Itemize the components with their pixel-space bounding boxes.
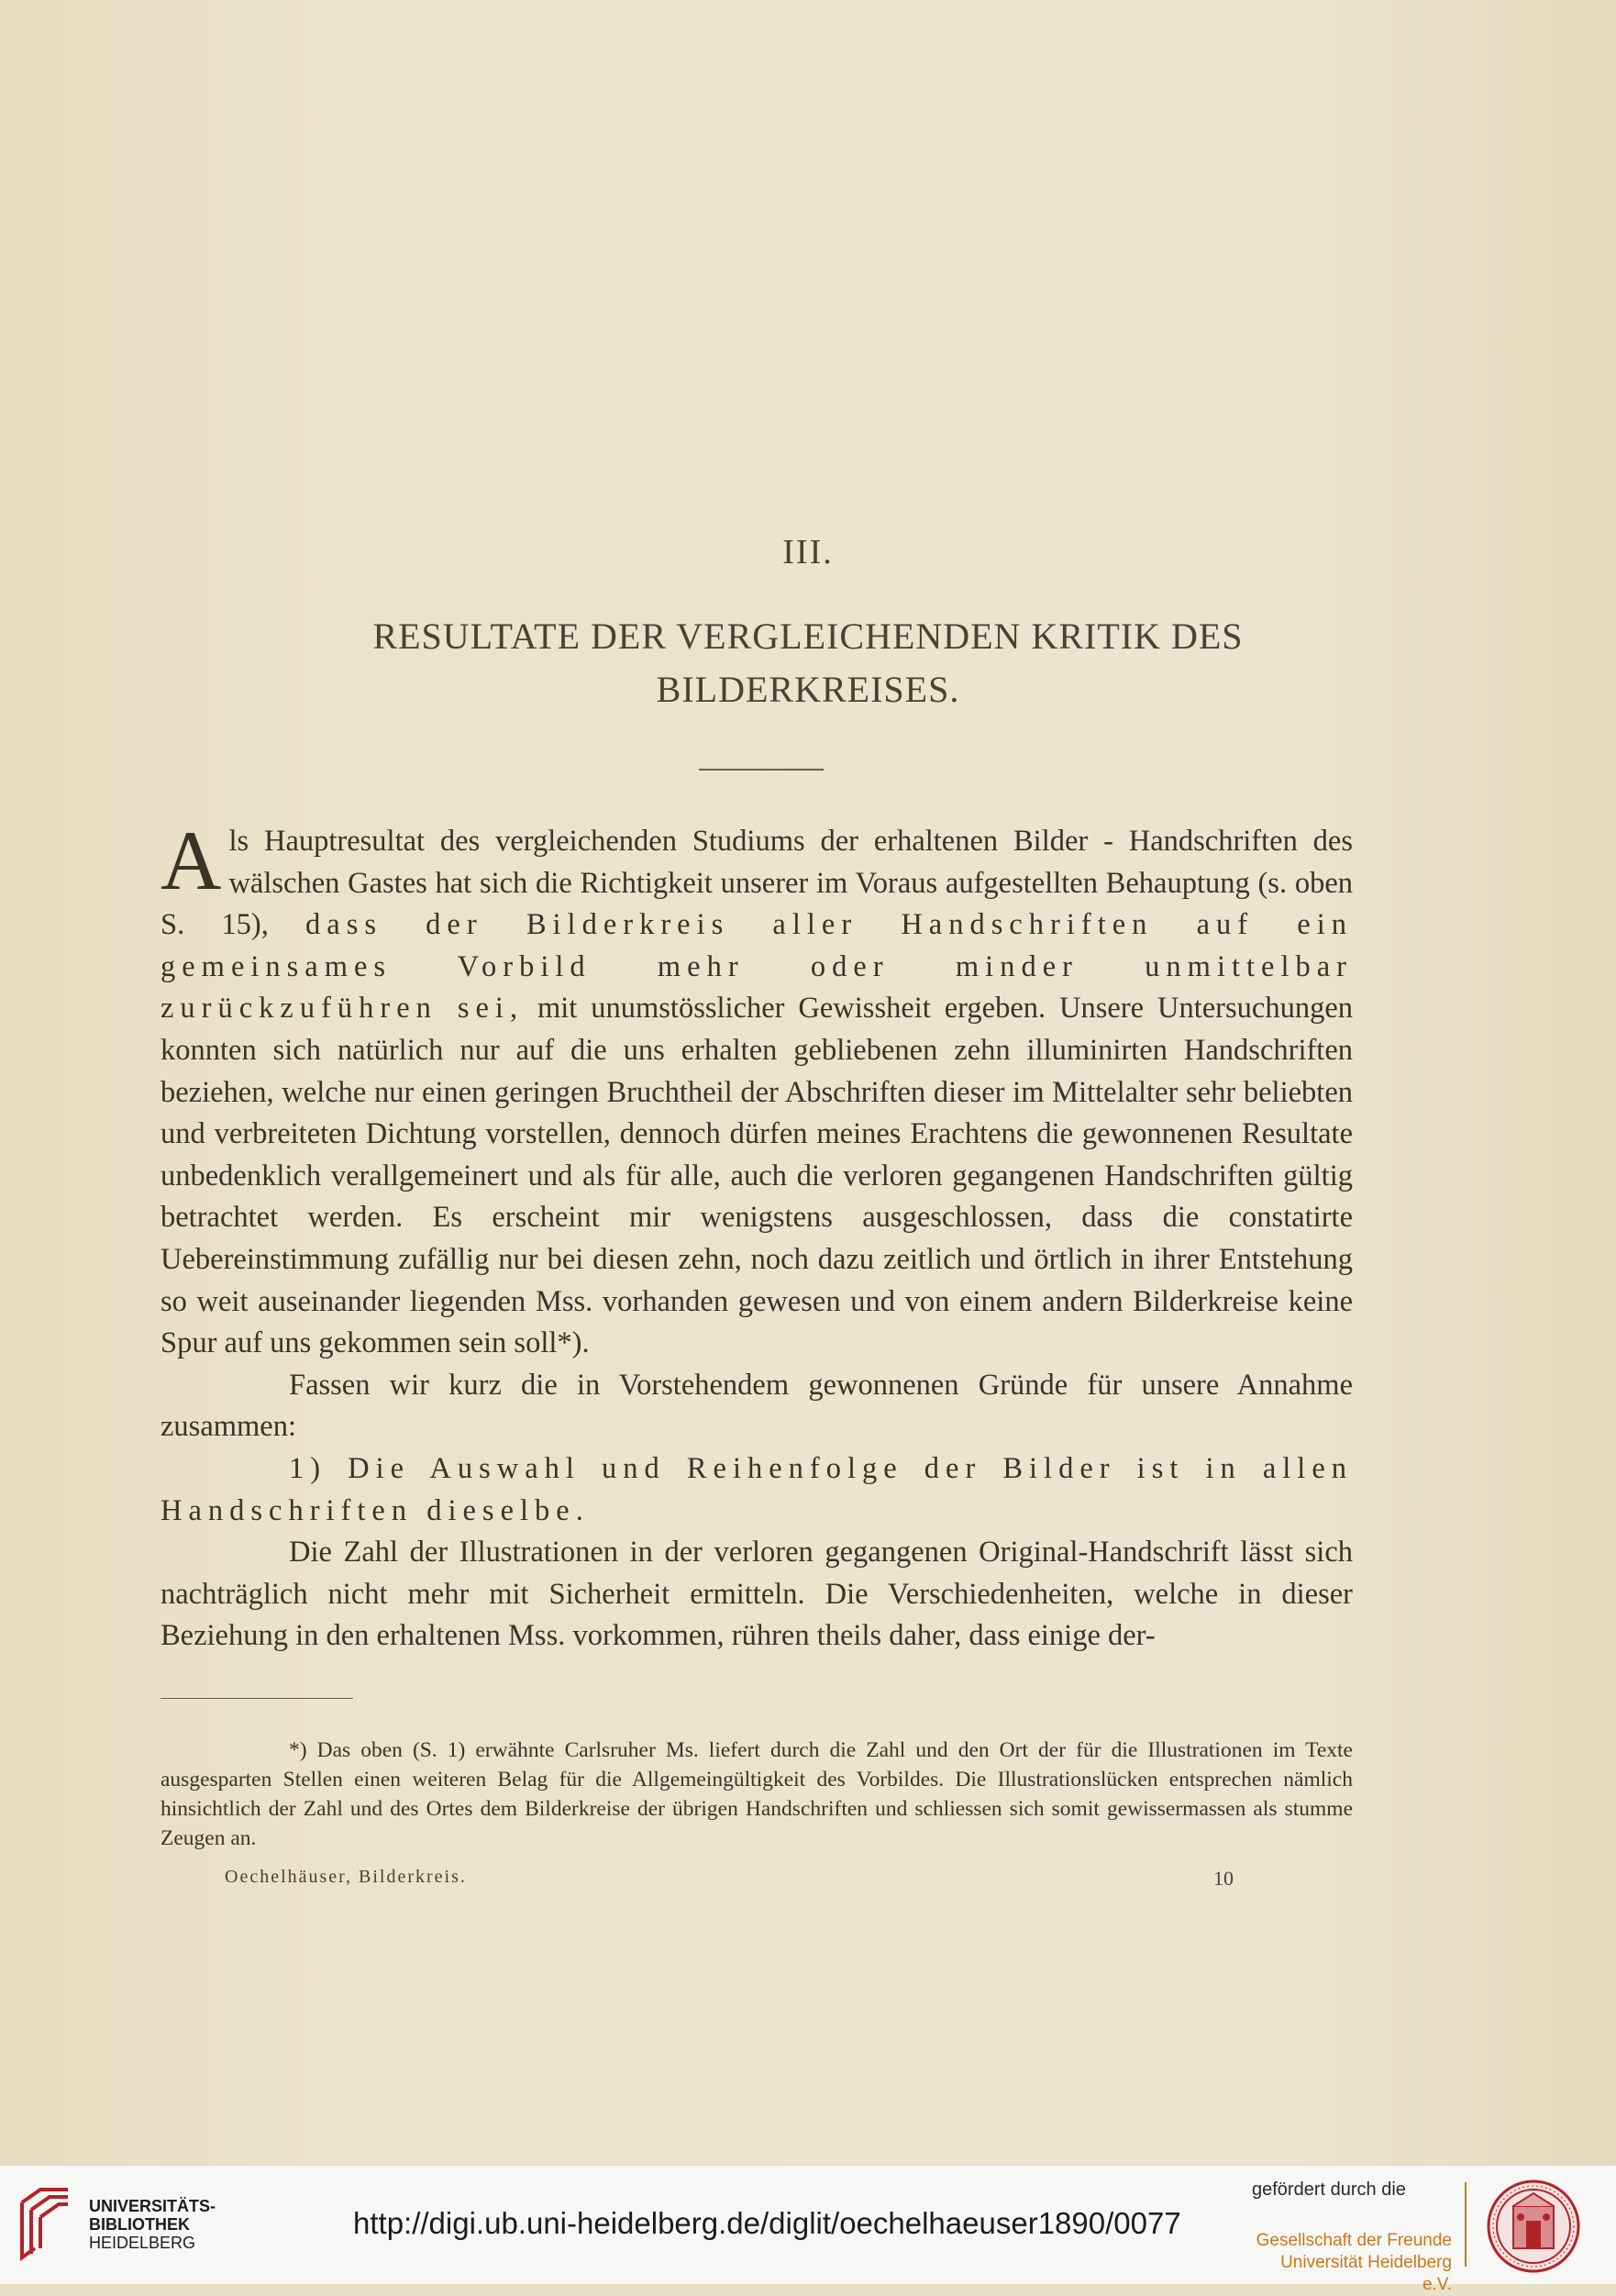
paragraph-1-start: ls Hauptresultat des vergleichenden Studiums der erhaltenen Bilder - Handschriften des wälschen Gastes hat sich die Richtigkeit unserer im Voraus aufgestellten Behauptung (s. oben S. 15), [160, 825, 1353, 942]
university-library-logo-icon [17, 2184, 73, 2261]
paragraph-1-emphasis: dass der Bilderkreis aller Handschriften auf ein gemeinsames Vorbild mehr oder minder unmittelbar zurückzuführen sei, [160, 908, 1353, 1026]
society-name-line-2: Universität Heidelberg e.V. [1280, 2253, 1452, 2294]
society-name-line-1: Gesellschaft der Freunde [1256, 2231, 1452, 2250]
library-name-line-1: UNIVERSITÄTS- [89, 2197, 216, 2215]
university-seal-icon [1486, 2179, 1581, 2274]
footer-banner [0, 2165, 1616, 2294]
permalink-url[interactable]: http://digi.ub.uni-heidelberg.de/diglit/oechelhaeuser1890/0077 [353, 2206, 1181, 2240]
footnote-rule [160, 1698, 353, 1699]
paragraph-1-end: mit unumstösslicher Gewissheit ergeben. Unsere Untersuchungen konnten sich natürlich nur auf die uns erhalten gebliebenen zehn illuminirten Handschriften beziehen, welche nur einen geringen Bruchtheil der Abschriften dieser im Mittelalter sehr beliebten und verbreiteten Dichtung vorstellen, dennoch dürfen meines Erachtens die gewonnenen Resultate unbedenklich verallgemeinert und als für alle, auch die verloren gegangenen Handschriften gültig betrachtet werden. Es erscheint mir wenigstens ausgeschlossen, dass die constatirte Uebereinstimmung zufällig nur bei diesen zehn, noch dazu zeitlich und örtlich in ihrer Entstehung so weit auseinander liegenden Mss. vorhanden gewesen und von einem andern Bilderkreise keine Spur auf uns gekommen sein soll*). [160, 992, 1354, 1360]
paragraph-4: Die Zahl der Illustrationen in der verloren gegangenen Original-Handschrift lässt sich nachträglich nicht mehr mit Sicherheit ermitteln. Die Verschiedenheiten, welche in dieser Beziehung in den erhaltenen Mss. vorkommen, rühren theils daher, dass einige der- [160, 1536, 1353, 1653]
library-name-line-2: BIBLIOTHEK [89, 2215, 190, 2234]
chapter-title-line-2: BILDERKREISES. [656, 669, 960, 710]
chapter-number: III. [782, 533, 834, 571]
paragraph-1 [160, 814, 1354, 1365]
chapter-title-line-1: RESULTATE DER VERGLEICHENDEN KRITIK DES [372, 616, 1244, 657]
society-name [1252, 2230, 1452, 2296]
library-name [89, 2197, 216, 2252]
title-divider [699, 769, 824, 771]
footnote: *) Das oben (S. 1) erwähnte Carlsruher Ms. liefert durch die Zahl und den Ort der für die Illustrationen im Texte ausgesparten Stellen einen weiteren Belag für die Allgemeingültigkeit des Vorbildes. Die Illustrationslücken entsprechen nämlich hinsichtlich der Zahl und des Ortes dem Bilderkreise der übrigen Handschriften und schliessen sich somit gewissermassen als stumme Zeugen an. [160, 1738, 1353, 1850]
page-number: 10 [1213, 1867, 1234, 1890]
paragraph-3: 1) Die Auswahl und Reihenfolge der Bilder ist in allen Handschriften dieselbe. [160, 1451, 1353, 1527]
funded-by-label: gefördert durch die [1252, 2180, 1406, 2200]
body-text [160, 814, 1354, 1658]
library-name-line-3: HEIDELBERG [89, 2234, 196, 2252]
signature-mark: Oechelhäuser, Bilderkreis. [225, 1867, 467, 1887]
paragraph-2: Fassen wir kurz die in Vorstehendem gewonnenen Gründe für unsere Annahme zusammen: [160, 1368, 1353, 1444]
chapter-title [0, 610, 1616, 716]
footer-divider [1465, 2182, 1467, 2267]
drop-cap: A [160, 814, 222, 907]
